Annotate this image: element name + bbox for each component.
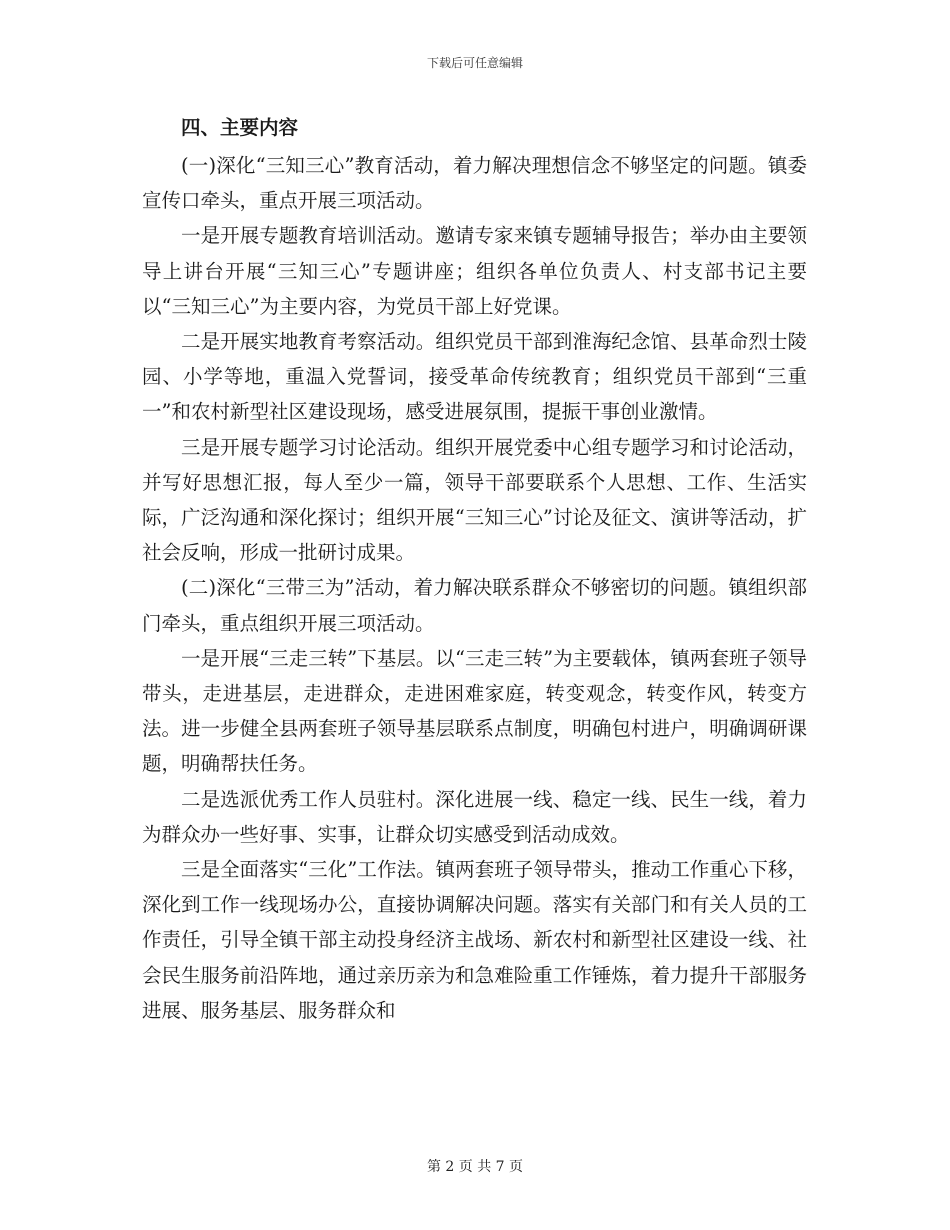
paragraph-5: (二)深化“三带三为”活动，着力解决联系群众不够密切的问题。镇组织部门牵头，重点组织开展三项活动。 xyxy=(142,576,807,635)
paragraph-4: 三是开展专题学习讨论活动。组织开展党委中心组专题学习和讨论活动，并写好思想汇报，每人至少一篇，领导干部要联系个人思想、工作、生活实际，广泛沟通和深化探讨；组织开展“三知三心”讨论及征文、演讲等活动，扩社会反响，形成一批研讨成果。 xyxy=(142,435,807,565)
paragraph-2: 一是开展专题教育培训活动。邀请专家来镇专题辅导报告；举办由主要领导上讲台开展“三知三心”专题讲座；组织各单位负责人、村支部书记主要以“三知三心”为主要内容，为党员干部上好党课。 xyxy=(142,224,807,318)
paragraph-3: 二是开展实地教育考察活动。组织党员干部到淮海纪念馆、县革命烈士陵园、小学等地，重温入党誓词，接受革命传统教育；组织党员干部到“三重一”和农村新型社区建设现场，感受进展氛围，提振干事创业激情。 xyxy=(142,330,807,424)
document-body xyxy=(142,108,807,1028)
paragraph-6: 一是开展“三走三转”下基层。以“三走三转”为主要载体，镇两套班子领导带头，走进基层，走进群众，走进困难家庭，转变观念，转变作风，转变方法。进一步健全县两套班子领导基层联系点制度，明确包村进户，明确调研课题，明确帮扶任务。 xyxy=(142,646,807,776)
paragraph-8: 三是全面落实“三化”工作法。镇两套班子领导带头，推动工作重心下移，深化到工作一线现场办公，直接协调解决问题。落实有关部门和有关人员的工作责任，引导全镇干部主动投身经济主战场、新农村和新型社区建设一线、社会民生服务前沿阵地，通过亲历亲为和急难险重工作锤炼，着力提升干部服务进展、服务基层、服务群众和 xyxy=(142,858,807,1022)
page-number: 第 2 页 共 7 页 xyxy=(426,1159,524,1175)
section-heading: 四、主要内容 xyxy=(181,116,299,139)
paragraph-1: (一)深化“三知三心”教育活动，着力解决理想信念不够坚定的问题。镇委宣传口牵头，重点开展三项活动。 xyxy=(142,154,807,213)
paragraph-7: 二是选派优秀工作人员驻村。深化进展一线、稳定一线、民生一线，着力为群众办一些好事、实事，让群众切实感受到活动成效。 xyxy=(142,787,807,846)
page-header: 下载后可任意编辑 xyxy=(426,56,523,70)
